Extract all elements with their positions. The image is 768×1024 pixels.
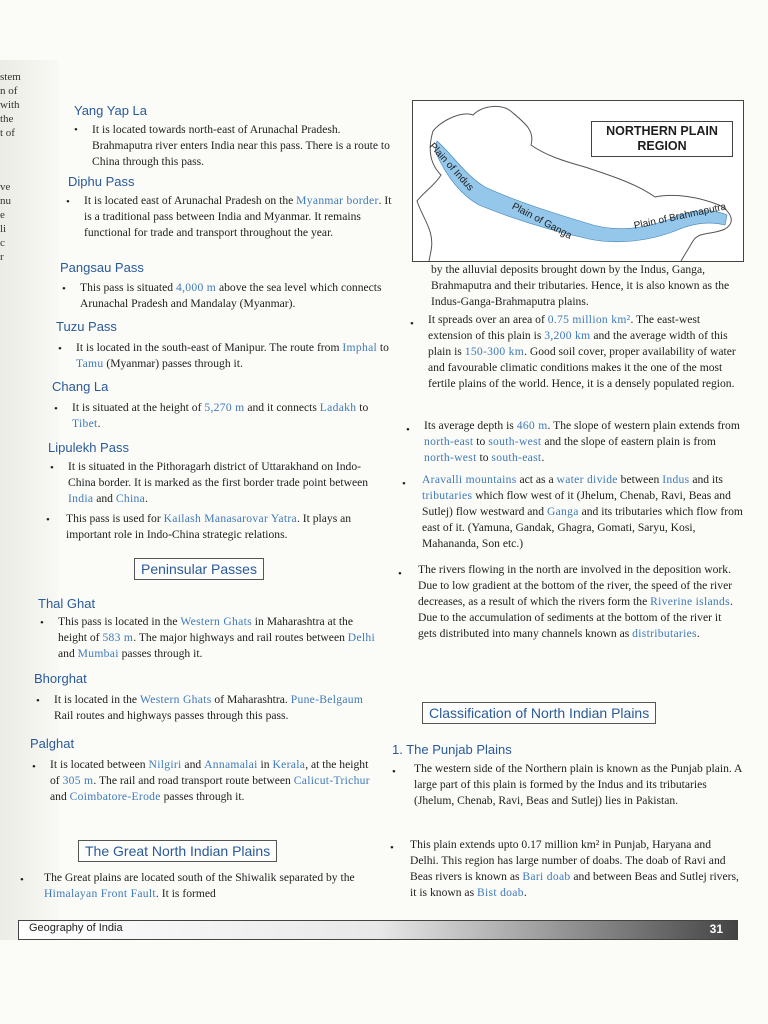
page-footer [18,920,738,940]
bullet: • [58,343,62,355]
lipulekh-pass-heading: Lipulekh Pass [48,440,129,455]
bullet: • [20,874,24,886]
page-number: 31 [709,922,723,936]
pangsau-pass-heading: Pangsau Pass [60,260,144,275]
great-north-plains-heading: The Great North Indian Plains [78,840,277,862]
lipulekh-text-1: It is situated in the Pithoragarh district of Uttarakhand on Indo-China border. It is marked as the first border trade point between India and China. [68,460,369,505]
bullet: • [62,283,66,295]
rivers-text: The rivers flowing in the north are involved in the deposition work. Due to low gradient at the bottom of the river, the speed of the river decreases, as a result of which the rivers form the Riverine islands. Due to the accumulation of sediments at the bottom of the river it gets distributed into many channels known as distributaries. [418,563,733,640]
bullet: • [74,124,78,136]
bhorghat-text: It is located in the Western Ghats of Maharashtra. Pune-Belgaum Rail routes and highways passes through this pass. [54,693,364,722]
bullet: • [66,196,70,208]
map-title: NORTHERN PLAIN REGION [591,121,733,157]
peninsular-passes-heading: Peninsular Passes [134,558,264,580]
area-text: It spreads over an area of 0.75 million km². The east-west extension of this plain is 3,200 km and the average width of this plain is 150-300 km. Good soil cover, proper availability of water and favourable climatic conditions makes it the one of the most fertile plains of the world. Hence, it is a densely populated region. [428,313,736,390]
bullet: • [392,766,396,778]
palghat-heading: Palghat [30,736,75,751]
bullet: • [54,403,58,415]
fragment: the [0,113,14,125]
bullet: • [398,568,402,580]
footer-book-title: Geography of India [29,922,123,934]
depth-text: Its average depth is 460 m. The slope of western plain extends from north-east to south-west and the slope of eastern plain is from north-west to south-east. [424,419,740,464]
label-plain-of-indus: Plain of Indus [426,141,476,194]
yang-yap-la-text: It is located towards north-east of Arunachal Pradesh. Brahmaputra river enters India near this pass. There is a route to China through this pass. [92,123,390,168]
bullet: • [410,318,414,330]
plains-continuation-text: by the alluvial deposits brought down by the Indus, Ganga, Brahmaputra and their tributaries. Hence, it is also known as the Indus-Ganga-Brahmaputra plains. [431,263,730,308]
bullet: • [50,462,54,474]
lipulekh-text-2: This pass is used for Kailash Manasarovar Yatra. It plays an important role in Indo-China strategic relations. [66,512,352,541]
fragment: li [0,223,7,235]
thal-ghat-heading: Thal Ghat [38,596,96,611]
pangsau-pass-text: This pass is situated 4,000 m above the sea level which connects Arunachal Pradesh and Mandalay (Myanmar). [80,281,382,310]
punjab-text-2: This plain extends upto 0.17 million km² in Punjab, Haryana and Delhi. This region has large number of doabs. The doab of Ravi and Beas rivers is known as Bari doab and between Beas and Sutlej rivers, it is known as Bist doab. [410,838,739,899]
fragment: stem [0,71,21,83]
northern-plain-map [412,100,744,262]
thal-ghat-text: This pass is located in the Western Ghats in Maharashtra at the height of 583 m. The major highways and rail routes between Delhi and Mumbai passes through it. [58,615,376,660]
fragment: t of [0,127,15,139]
aravalli-text: Aravalli mountains act as a water divide between Indus and its tributaries which flow west of it (Jhelum, Chenab, Ravi, Beas and Sutlej) flow westward and Ganga and its tributaries which flow from east of it. (Yamuna, Gandak, Ghagra, Gomati, Saryu, Kosi, Mahananda, Son etc.) [422,473,743,550]
bhorghat-heading: Bhorghat [34,671,87,686]
chang-la-heading: Chang La [52,379,109,394]
tuzu-pass-heading: Tuzu Pass [56,319,117,334]
fragment: r [0,251,4,263]
bullet: • [32,761,36,773]
fragment: nu [0,195,11,207]
bullet: • [46,514,50,526]
diphu-pass-heading: Diphu Pass [68,174,135,189]
palghat-text: It is located between Nilgiri and Annamalai in Kerala, at the height of 305 m. The rail and road transport route between Calicut-Trichur and Coimbatore-Erode passes through it. [50,758,370,803]
fragment: n of [0,85,18,97]
diphu-pass-text: It is located east of Arunachal Pradesh on the Myanmar border. It is a traditional pass between India and Myanmar. It remains functional for trade and transport throughout the year. [84,194,392,239]
chang-la-text: It is situated at the height of 5,270 m and it connects Ladakh to Tibet. [72,401,369,430]
label-plain-of-brahmaputra: Plain of Brahmaputra [633,201,728,232]
classification-heading: Classification of North Indian Plains [422,702,656,724]
fragment: c [0,237,5,249]
punjab-plains-heading: 1. The Punjab Plains [392,742,512,757]
bullet: • [390,842,394,854]
fragment: with [0,99,20,111]
bullet: • [406,424,410,436]
fragment: ve [0,181,11,193]
yang-yap-la-heading: Yang Yap La [74,103,148,118]
bullet: • [40,617,44,629]
great-plains-text: The Great plains are located south of the Shiwalik separated by the Himalayan Front Fault. It is formed [44,871,355,900]
bullet: • [402,478,406,490]
bullet: • [36,695,40,707]
punjab-text-1: The western side of the Northern plain is known as the Punjab plain. A large part of this plain is formed by the Indus and its tributaries (Jhelum, Chenab, Ravi, Beas and Sutlej) lies in Pakistan. [414,762,742,807]
fragment: e [0,209,5,221]
label-plain-of-ganga: Plain of Ganga [509,201,574,242]
left-margin-fragments [0,60,40,264]
tuzu-pass-text: It is located in the south-east of Manipur. The route from Imphal to Tamu (Myanmar) passes through it. [76,341,389,370]
